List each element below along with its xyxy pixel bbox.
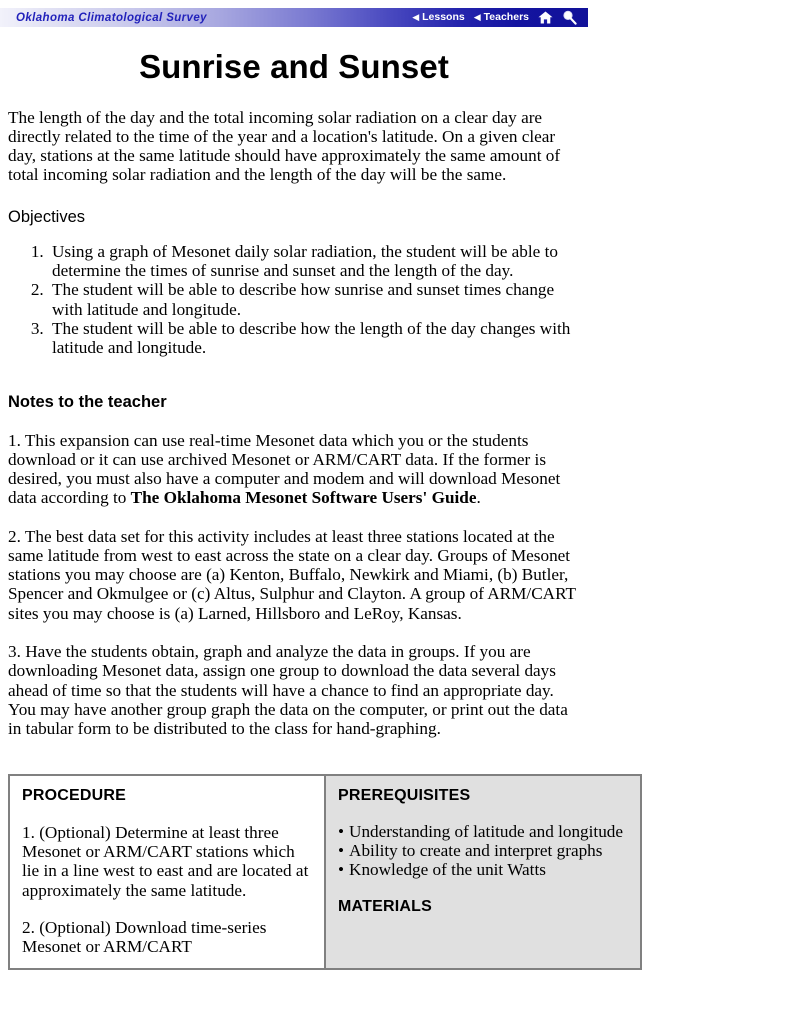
procedure-step-1: 1. (Optional) Determine at least three Mesonet or ARM/CART stations which lie in a line west to east and are located at approximately the same latitude. [22,822,309,900]
bullet-icon: • [338,860,345,880]
guide-title-emphasis: The Oklahoma Mesonet Software Users' Guide [130,488,477,508]
left-arrow-icon: ◀ [412,11,420,22]
materials-heading: MATERIALS [338,897,432,915]
banner-navigation [412,10,588,25]
page-title: Sunrise and Sunset [139,48,449,85]
objectives-list [8,242,580,358]
left-arrow-icon: ◀ [473,11,481,22]
main-content [0,85,588,739]
site-banner [0,8,588,27]
search-icon[interactable] [562,10,577,25]
notes-heading: Notes to the teacher [8,393,167,412]
list-item-label: Knowledge of the unit Watts [349,860,546,880]
prerequisites-heading: PREREQUISITES [338,787,471,805]
prerequisites-cell [325,775,641,969]
nav-link-lessons[interactable] [412,12,465,23]
list-item-label: Understanding of latitude and longitude [349,821,624,841]
list-item-label: Ability to create and interpret graphs [349,841,603,861]
nav-link-lessons-label: Lessons [422,11,465,24]
objectives-heading: Objectives [8,207,86,226]
procedure-heading: PROCEDURE [22,787,127,805]
notes-paragraph-1-text: 1. This expansion can use real-time Mesonet data which you or the students download or it can use archived Mesonet or ARM/CART data. If the former is desired, you must also have a computer and modem and will download Mesonet data according to [8,430,561,508]
banner-container [0,0,800,27]
list-item [338,841,628,860]
notes-paragraph-3: 3. Have the students obtain, graph and analyze the data in groups. If you are downloading Mesonet data, assign one group to download the data several days ahead of time so that the students will have a chance to find an appropriate day. You may have another group graph the data on the computer, or print out the data in tabular form to be distributed to the class for hand-graphing. [8,641,568,739]
notes-paragraph-2: 2. The best data set for this activity includes at least three stations located at the same latitude from west to east across the state on a clear day. Groups of Mesonet stations you may choose are (a) Kenton, Buffalo, Newkirk and Miami, (b) Butler, Spencer and Okmulgee or (c) Altus, Sulphur and Clayton. A group of ARM/CART sites you may choose is (a) Larned, Hillsboro and LeRoy, Kansas. [8,526,576,623]
site-title: Oklahoma Climatological Survey [16,11,207,24]
procedure-step-2: 2. (Optional) Download time-series Mesonet or ARM/CART [22,917,267,957]
procedure-prerequisites-table [8,774,642,970]
list-item: 2. The student will be able to describe how sunrise and sunset times change with latitude and longitude. [48,280,580,319]
home-icon[interactable] [538,11,553,24]
prerequisites-list [338,822,628,880]
nav-link-teachers[interactable] [474,12,529,23]
list-item [338,822,628,841]
procedure-cell [9,775,325,969]
notes-paragraph-1 [8,431,580,508]
notes-paragraph-1-tail: . [476,488,481,508]
bullet-icon: • [338,821,345,841]
table-row [9,775,641,969]
list-item: 1. Using a graph of Mesonet daily solar radiation, the student will be able to determine the times of sunrise and sunset and the length of the day. [48,242,580,281]
list-item [338,860,628,879]
list-item: 3. The student will be able to describe how the length of the day changes with latitude and longitude. [48,319,580,358]
bullet-icon: • [338,841,345,861]
nav-link-teachers-label: Teachers [483,11,529,24]
intro-paragraph: The length of the day and the total incoming solar radiation on a clear day are directly related to the time of the year and a location's latitude. On a given clear day, stations at the same latitude should have approximately the same amount of total incoming solar radiation and the length of the day will be the same. [8,107,561,185]
